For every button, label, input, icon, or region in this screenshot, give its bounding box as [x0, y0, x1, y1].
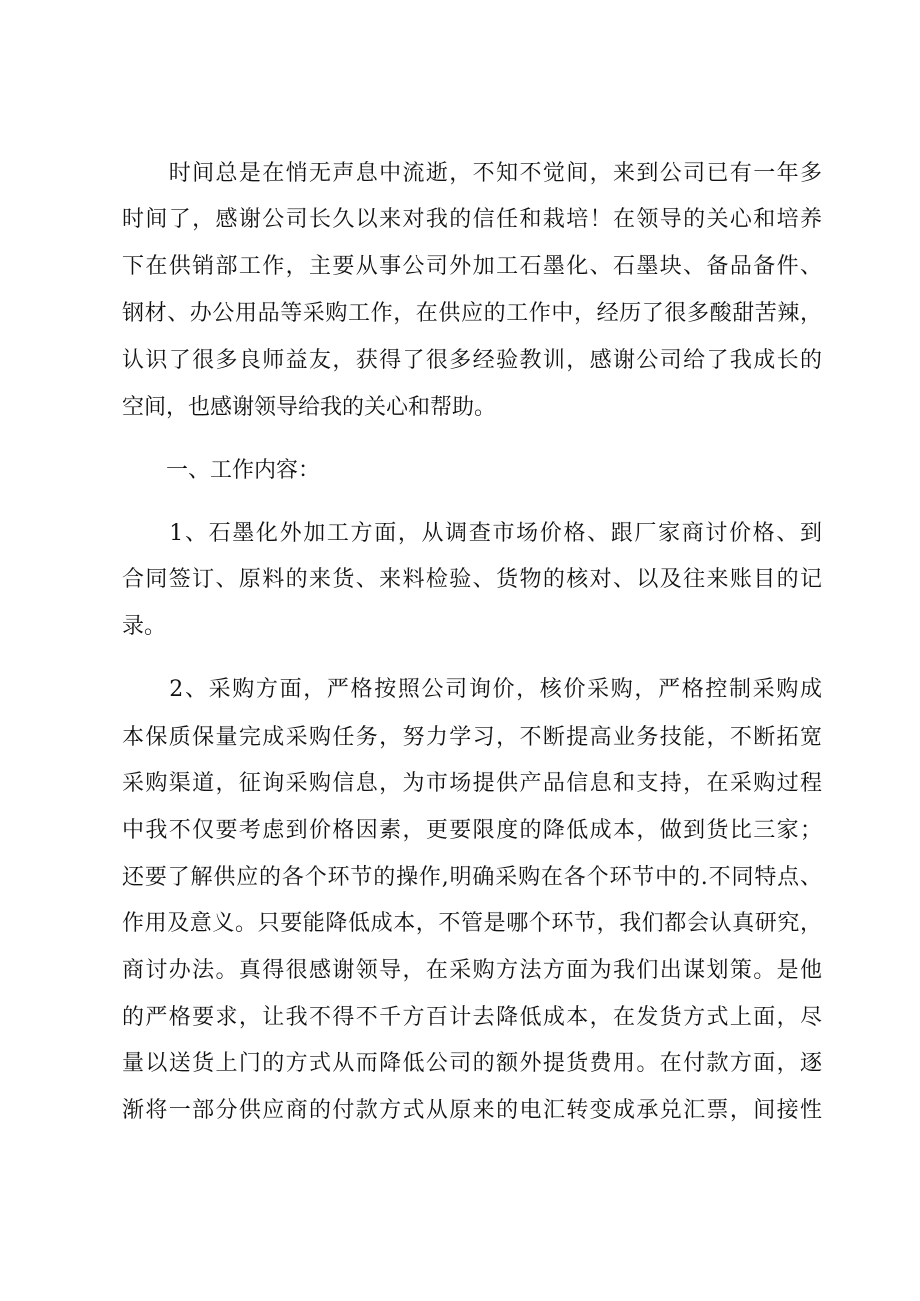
text-line: 2、采购方面，严格按照公司询价，核价采购，严格控制采购成 [122, 677, 824, 702]
section-heading: 一、工作内容： [122, 458, 321, 483]
text-line: 作用及意义。只要能降低成本，不管是哪个环节，我们都会认真研究， [122, 911, 823, 936]
text-line: 下在供销部工作，主要从事公司外加工石墨化、石墨块、备品备件、 [122, 254, 824, 279]
text-line: 时间了，感谢公司长久以来对我的信任和栽培！在领导的关心和培养 [122, 207, 824, 232]
text-line: 认识了很多良师益友，获得了很多经验教训，感谢公司给了我成长的 [122, 348, 824, 373]
text-line: 录。 [122, 614, 167, 639]
text-line: 量以送货上门的方式从而降低公司的额外提货费用。在付款方面，逐 [122, 1051, 824, 1076]
text-line: 合同签订、原料的来货、来料检验、货物的核对、以及往来账目的记 [122, 567, 824, 592]
text-line: 商讨办法。真得很感谢领导，在采购方法方面为我们出谋划策。是他 [122, 958, 824, 983]
text-line: 还要了解供应的各个环节的操作,明确采购在各个环节中的.不同特点、 [122, 865, 823, 890]
text-line: 空间，也感谢领导给我的关心和帮助。 [122, 395, 497, 420]
text-line: 1、石墨化外加工方面，从调查市场价格、跟厂家商讨价格、到 [122, 521, 824, 546]
text-line: 本保质保量完成采购任务，努力学习，不断提高业务技能，不断拓宽 [122, 725, 824, 750]
text-line: 中我不仅要考虑到价格因素，更要限度的降低成本，做到货比三家； [122, 818, 824, 843]
text-line: 时间总是在悄无声息中流逝，不知不觉间，来到公司已有一年多 [122, 161, 824, 186]
text-line: 的严格要求，让我不得不千方百计去降低成本，在发货方式上面，尽 [122, 1005, 824, 1030]
text-line: 采购渠道，征询采购信息，为市场提供产品信息和支持，在采购过程 [122, 771, 824, 796]
text-line: 钢材、办公用品等采购工作，在供应的工作中，经历了很多酸甜苦辣， [122, 301, 823, 326]
text-line: 渐将一部分供应商的付款方式从原来的电汇转变成承兑汇票，间接性 [122, 1098, 824, 1123]
